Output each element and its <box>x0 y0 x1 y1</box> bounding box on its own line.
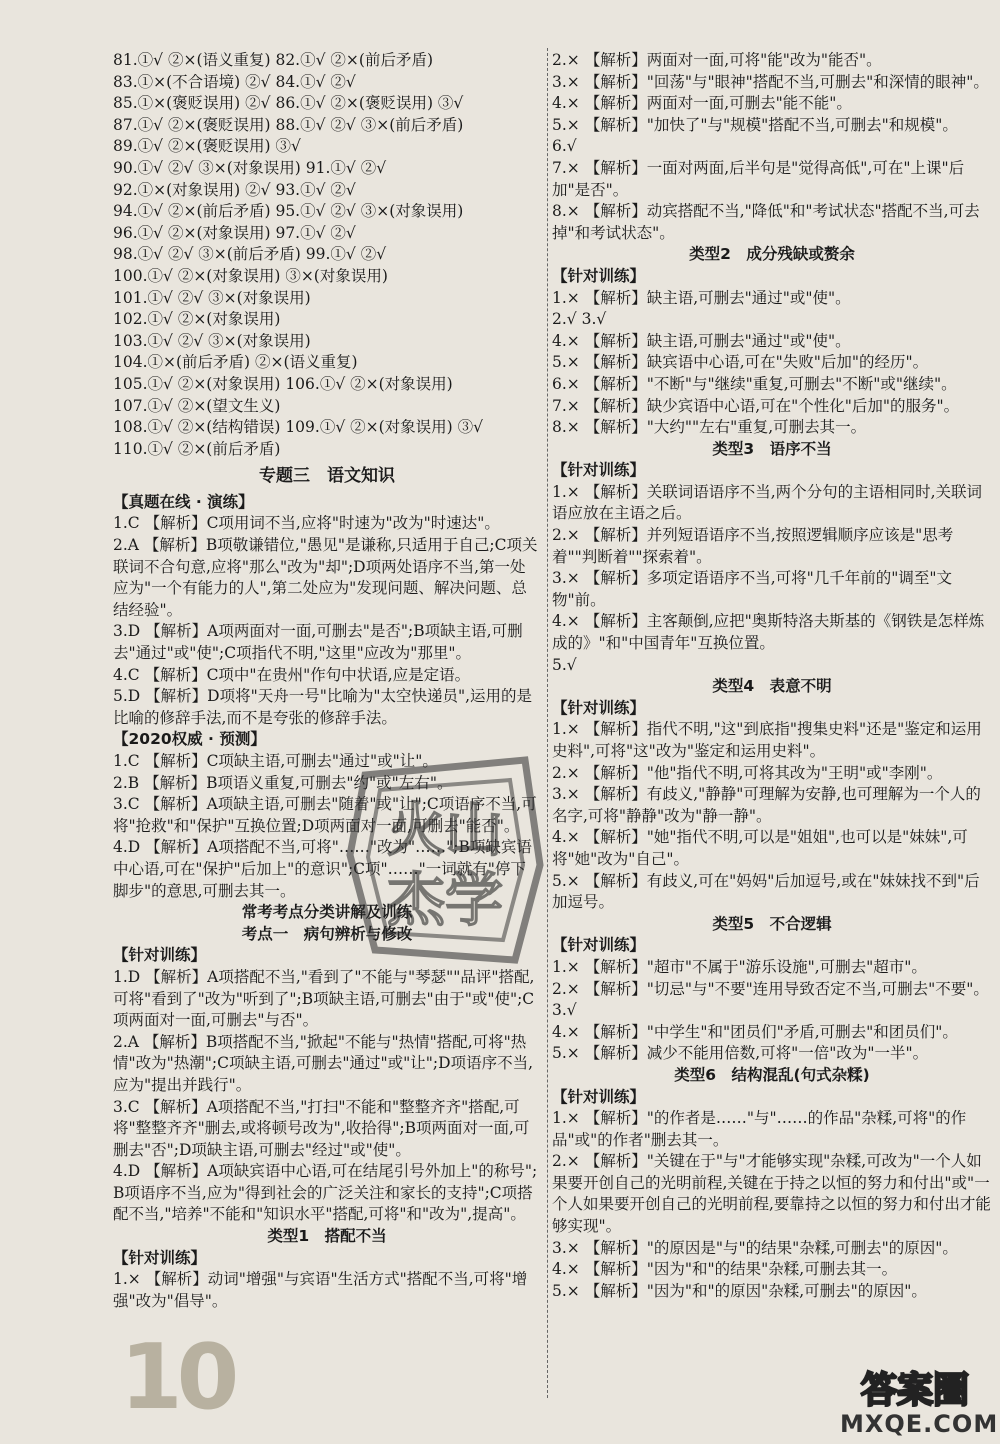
answer-line: 1.C 【解析】C项缺主语,可删去"通过"或"让"。 <box>113 752 438 770</box>
heading-type-2: 类型2 成分残缺或赘余 <box>689 245 855 264</box>
heading-type-1: 类型1 搭配不当 <box>267 1227 387 1246</box>
sub-heading-t2: 【针对训练】 <box>552 266 646 285</box>
answer-line: 107.①√ ②×(望文生义) <box>113 396 281 415</box>
answer-line: 4.× 【解析】主客颠倒,应把"奥斯特洛夫斯基的《钢铁是怎样炼成的》"和"中国青年"互换位置。 <box>552 612 985 653</box>
column-divider <box>547 48 548 1398</box>
left-column <box>113 50 541 1312</box>
svg-text:答案圈: 答案圈 <box>860 1370 970 1411</box>
type1-answers-cont <box>552 50 992 244</box>
answer-line: 2.× 【解析】"切忌"与"不要"连用导致否定不当,可删去"不要"。 <box>552 979 989 998</box>
answer-line: 5.× 【解析】有歧义,可在"妈妈"后加逗号,或在"妹妹找不到"后加逗号。 <box>552 871 980 912</box>
answer-line: 2.× 【解析】并列短语语序不当,按照逻辑顺序应该是"思考着""判断着""探索着"。 <box>552 526 954 566</box>
right-column <box>552 50 992 1302</box>
answer-line: 5.× 【解析】缺宾语中心语,可在"失败"后加"的经历"。 <box>552 353 929 372</box>
sub-heading-t5: 【针对训练】 <box>552 936 646 955</box>
type2-answers <box>552 288 992 439</box>
answer-line: 4.× 【解析】缺主语,可删去"通过"或"使"。 <box>552 331 851 350</box>
answer-line: 2.× 【解析】"关键在于"与"才能够实现"杂糅,可改为"一个人如果要开创自己的光明前程,关键在于持之以恒的努力和付出"或"一个人如果要开创自己的光明前程,要靠持之以恒的努力和付出才能够实现"。 <box>552 1152 991 1236</box>
training-answers-2 <box>113 1269 541 1312</box>
answer-line: 5.√ <box>552 655 577 674</box>
answer-line: 3.× 【解析】多项定语语序不当,可将"几千年前的"调至"文物"前。 <box>552 569 953 609</box>
idiom-answer-list <box>113 50 541 460</box>
answer-line: 4.× 【解析】"中学生"和"团员们"矛盾,可删去"和团员们"。 <box>552 1022 958 1041</box>
heading-category-explain: 常考考点分类讲解及训练 <box>241 903 413 922</box>
answer-line: 3.√ <box>552 1001 577 1020</box>
answer-line: 8.× 【解析】动宾搭配不当,"降低"和"考试状态"搭配不当,可去掉"和考试状态"。 <box>552 202 980 242</box>
answer-line: 2.× 【解析】两面对一面,可将"能"改为"能否"。 <box>552 51 882 69</box>
type3-answers <box>552 482 992 676</box>
answer-line: 1.× 【解析】缺主语,可删去"通过"或"使"。 <box>552 288 851 307</box>
answer-line: 4.× 【解析】两面对一面,可删去"能不能"。 <box>552 94 852 113</box>
answer-line: 108.①√ ②×(结构错误) 109.①√ ②×(对象误用) ③√ <box>113 418 484 437</box>
answer-line: 96.①√ ②×(对象误用) 97.①√ ②√ <box>113 223 356 242</box>
answer-line: 5.× 【解析】减少不能用倍数,可将"一倍"改为"一半"。 <box>552 1044 929 1063</box>
answer-line: 81.①√ ②×(语义重复) 82.①√ ②×(前后矛盾) <box>113 51 433 69</box>
svg-text:杰学: 杰学 <box>386 866 504 934</box>
answer-line: 105.①√ ②×(对象误用) 106.①√ ②×(对象误用) <box>113 374 453 393</box>
answer-line: 85.①×(褒贬误用) ②√ 86.①√ ②×(褒贬误用) ③√ <box>113 94 464 113</box>
type4-answers <box>552 719 992 913</box>
answer-line: 101.①√ ②√ ③×(对象误用) <box>113 288 311 307</box>
section-title: 专题三 语文知识 <box>259 466 395 487</box>
heading-type-3: 类型3 语序不当 <box>712 439 832 458</box>
answer-line: 3.× 【解析】有歧义,"静静"可理解为安静,也可理解为一个人的名字,可将"静静"改为"静一静"。 <box>552 785 981 825</box>
page-number: 10 <box>120 1325 234 1430</box>
answer-line: 94.①√ ②×(前后矛盾) 95.①√ ②√ ③×(对象误用) <box>113 202 464 221</box>
answer-line: 3.× 【解析】"回荡"与"眼神"搭配不当,可删去"和深情的眼神"。 <box>552 72 989 91</box>
type5-answers <box>552 957 992 1065</box>
answer-line: 1.× 【解析】指代不明,"这"到底指"搜集史料"还是"鉴定和运用史料",可将"这"改为"鉴定和运用史料"。 <box>552 720 982 760</box>
answer-line: 3.C 【解析】A项搭配不当,"打扫"不能和"整整齐齐"搭配,可将"整整齐齐"删去,或将顿号改为",收拾得";B项两面对一面,可删去"否";D项缺主语,可删去"经过"或"使"。 <box>113 1097 530 1159</box>
training-answers-1 <box>113 967 541 1226</box>
answer-line: 2.√ 3.√ <box>552 310 607 329</box>
answer-line: 5.D 【解析】D项将"天舟一号"比喻为"太空快递员",运用的是比喻的修辞手法,而不是夸张的修辞手法。 <box>113 687 533 727</box>
answer-line: 1.C 【解析】C项用词不当,应将"时速为"改为"时速达"。 <box>113 514 500 533</box>
answer-line: 1.D 【解析】A项搭配不当,"看到了"不能与"琴瑟""品评"搭配,可将"看到了"改为"听到了";B项缺主语,可删去"由于"或"使";C项两面对一面,可删去"与否"。 <box>113 967 535 1030</box>
answer-line: 8.× 【解析】"大约""左右"重复,可删去其一。 <box>552 418 867 437</box>
answer-line: 4.× 【解析】"因为"和"的结果"杂糅,可删去其一。 <box>552 1260 898 1279</box>
answer-line: 104.①×(前后矛盾) ②×(语义重复) <box>113 353 358 372</box>
answer-line: 3.C 【解析】A项缺主语,可删去"随着"或"让";C项语序不当,可将"抢救"和"保护"互换位置;D项两面对一面,可删去"能否"。 <box>113 795 537 835</box>
answer-line: 7.× 【解析】缺少宾语中心语,可在"个性化"后加"的服务"。 <box>552 396 960 415</box>
answer-line: 1.× 【解析】关联词语语序不当,两个分句的主语相同时,关联词语应放在主语之后。 <box>552 482 983 523</box>
heading-type-4: 类型4 表意不明 <box>712 677 832 696</box>
sub-heading-training-1: 【针对训练】 <box>113 946 207 965</box>
sub-heading-real-exam: 【真题在线 · 演练】 <box>113 492 254 511</box>
answer-line: 4.C 【解析】C项中"在贵州"作句中状语,应是定语。 <box>113 665 471 684</box>
sub-heading-t6: 【针对训练】 <box>552 1087 646 1106</box>
sub-heading-t3: 【针对训练】 <box>552 461 646 480</box>
answer-line: 89.①√ ②×(褒贬误用) ③√ <box>113 137 301 156</box>
stamp-logo <box>335 745 555 975</box>
answer-line: 1.× 【解析】"超市"不属于"游乐设施",可删去"超市"。 <box>552 957 927 976</box>
answer-line: 7.× 【解析】一面对两面,后半句是"觉得高低",可在"上课"后加"是否"。 <box>552 158 965 199</box>
answer-line: 2.A 【解析】B项搭配不当,"掀起"不能与"热情"搭配,可将"热情"改为"热潮";C项缺主语,可删去"通过"或"让";D项语序不当,应为"提出并践行"。 <box>113 1032 533 1094</box>
answer-line: 102.①√ ②×(对象误用) <box>113 310 281 329</box>
sub-heading-t4: 【针对训练】 <box>552 698 646 717</box>
answer-line: 1.× 【解析】动词"增强"与宾语"生活方式"搭配不当,可将"增强"改为"倡导"。 <box>113 1270 528 1310</box>
answer-line: 87.①√ ②×(褒贬误用) 88.①√ ②√ ③×(前后矛盾) <box>113 115 464 134</box>
answer-line: 6.× 【解析】"不断"与"继续"重复,可删去"不断"或"继续"。 <box>552 374 957 393</box>
sub-heading-training-2: 【针对训练】 <box>113 1248 207 1267</box>
answer-line: 3.× 【解析】"的原因是"与"的结果"杂糅,可删去"的原因"。 <box>552 1238 958 1257</box>
heading-type-6: 类型6 结构混乱(句式杂糅) <box>674 1065 870 1084</box>
answer-line: 4.D 【解析】A项搭配不当,可将"……"改为"……";B项缺宾语中心语,可在"保护"后加上"的意识";C项"……"一词就有"停下脚步"的意思,可删去其一。 <box>113 838 532 900</box>
answer-line: 2.× 【解析】"他"指代不明,可将其改为"王明"或"李刚"。 <box>552 763 943 782</box>
answer-line: 110.①√ ②×(前后矛盾) <box>113 439 281 458</box>
heading-type-5: 类型5 不合逻辑 <box>712 914 832 933</box>
answer-line: 4.D 【解析】A项缺宾语中心语,可在结尾引号外加上"的称号";B项语序不当,应为"得到社会的广泛关注和家长的支持";C项搭配不当,"培养"不能和"知识水平"搭配,可将"和"改为",提高"。 <box>113 1162 538 1224</box>
answer-line: 4.× 【解析】"她"指代不明,可以是"姐姐",也可以是"妹妹",可将"她"改为"自己"。 <box>552 828 968 868</box>
answer-line: 92.①×(对象误用) ②√ 93.①√ ②√ <box>113 180 356 199</box>
answer-line: 5.× 【解析】"因为"和"的原因"杂糅,可删去"的原因"。 <box>552 1281 927 1300</box>
answer-line: 100.①√ ②×(对象误用) ③×(对象误用) <box>113 266 388 285</box>
real-exam-answers <box>113 513 541 729</box>
type6-answers <box>552 1108 992 1302</box>
heading-point-one: 考点一 病句辨析与修改 <box>241 924 413 943</box>
svg-text:火山: 火山 <box>386 796 504 864</box>
answer-line: 1.× 【解析】"的作者是……"与"……的作品"杂糅,可将"的作品"或"的作者"删去其一。 <box>552 1109 967 1149</box>
answer-line: 2.B 【解析】B项语义重复,可删去"约"或"左右"。 <box>113 773 453 792</box>
answer-line: 83.①×(不合语境) ②√ 84.①√ ②√ <box>113 72 356 91</box>
answer-line: 5.× 【解析】"加快了"与"规模"搭配不当,可删去"和规模"。 <box>552 115 958 134</box>
answer-line: 3.D 【解析】A项两面对一面,可删去"是否";B项缺主语,可删去"通过"或"使";C项指代不明,"这里"应改为"那里"。 <box>113 622 523 663</box>
answer-line: 103.①√ ②√ ③×(对象误用) <box>113 331 311 350</box>
answer-line: 6.√ <box>552 137 577 156</box>
answer-line: 90.①√ ②√ ③×(对象误用) 91.①√ ②√ <box>113 158 387 177</box>
answer-line: 98.①√ ②√ ③×(前后矛盾) 99.①√ ②√ <box>113 245 387 264</box>
watermark-url: MXQE.COM <box>840 1410 999 1438</box>
answer-line: 2.A 【解析】B项敬谦错位,"愚见"是谦称,只适用于自己;C项关联词不合句意,应将"那么"改为"却";D项两处语序不当,第一处应为"一个有能力的人",第二处应为"发现问题、解决问题、总结经验"。 <box>113 536 538 619</box>
sub-heading-prediction: 【2020权威 · 预测】 <box>113 730 266 749</box>
